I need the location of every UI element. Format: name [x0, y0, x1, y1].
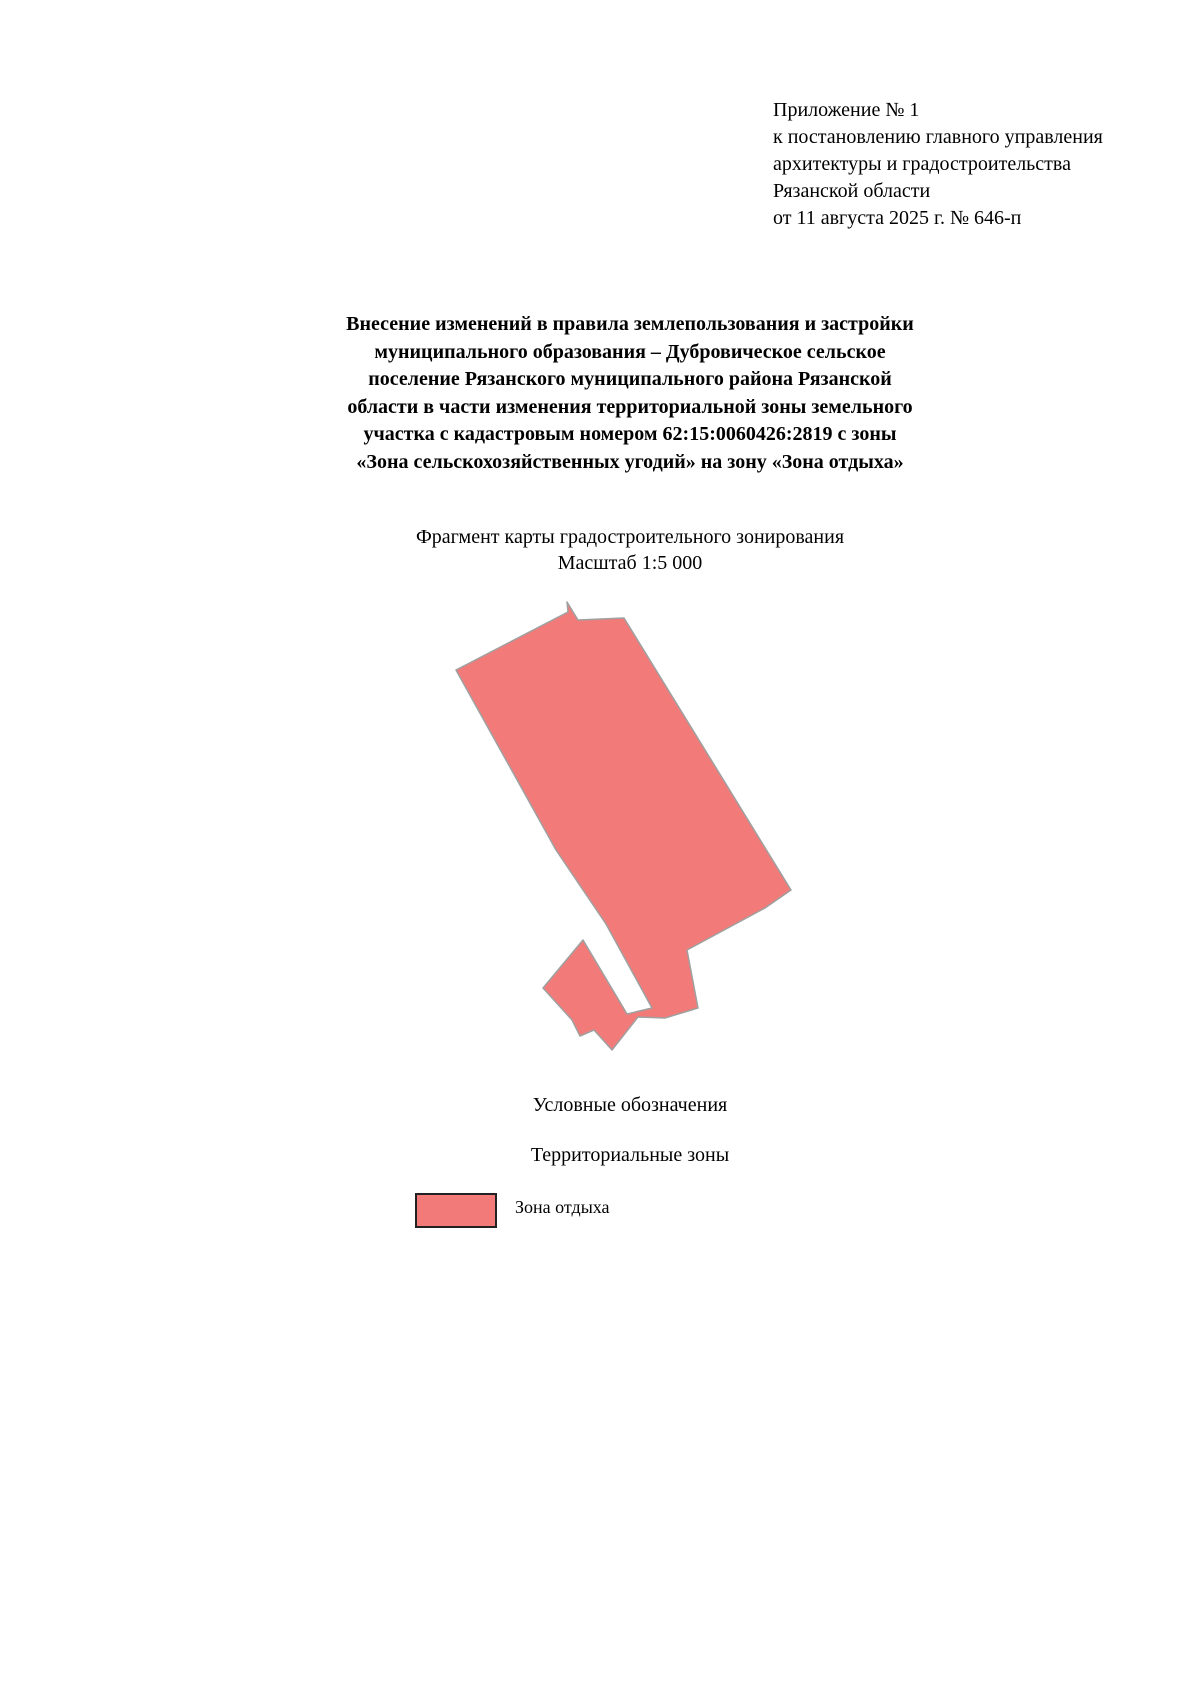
appendix-line: Рязанской области	[773, 180, 931, 202]
legend-swatch	[415, 1193, 497, 1228]
title-line: области в части изменения территориальной зоны земельного	[347, 395, 913, 418]
appendix-line: к постановлению главного управления	[773, 126, 1103, 148]
legend-item-recreation-zone	[415, 1193, 610, 1228]
map-scale-text: Масштаб 1:5 000	[557, 552, 703, 574]
legend-subtitle: Территориальные зоны	[530, 1144, 730, 1166]
appendix-line: от 11 августа 2025 г. № 646-п	[773, 207, 1022, 229]
appendix-line: Приложение № 1	[773, 99, 920, 121]
legend-label: Зона отдыха	[515, 1197, 610, 1217]
appendix-header	[773, 97, 1103, 232]
title-line: «Зона сельскохозяйственных угодий» на зону «Зона отдыха»	[356, 450, 904, 473]
legend-title: Условные обозначения	[532, 1094, 728, 1116]
title-line: участка с кадастровым номером 62:15:0060426:2819 с зоны	[363, 423, 897, 446]
zoning-map	[440, 600, 830, 1070]
title-line: муниципального образования – Дубровическое сельское	[374, 340, 886, 363]
map-caption-text: Фрагмент карты градостроительного зонирования	[415, 526, 845, 548]
document-title	[250, 311, 1010, 477]
recreation-zone-polygon	[456, 602, 791, 1050]
appendix-line: архитектуры и градостроительства	[773, 153, 1071, 175]
map-caption	[300, 524, 960, 576]
title-line: Внесение изменений в правила землепользования и застройки	[346, 313, 914, 335]
title-line: поселение Рязанского муниципального района Рязанской	[368, 368, 892, 391]
